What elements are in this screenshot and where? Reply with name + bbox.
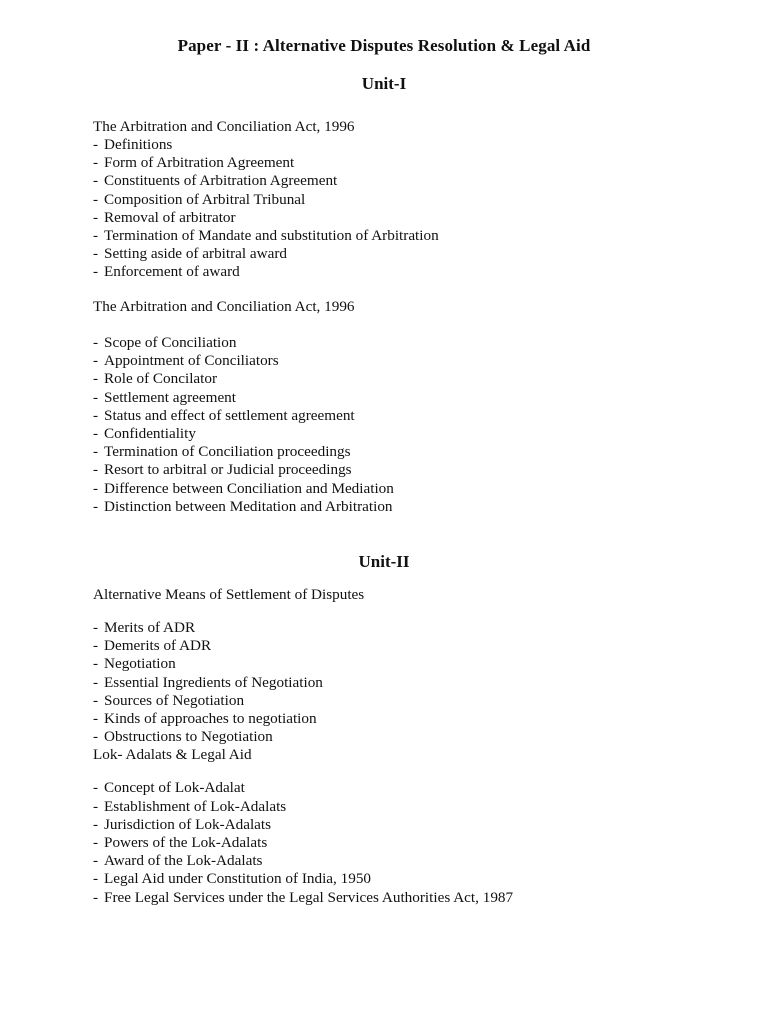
list-item — [93, 209, 733, 227]
list-item — [93, 227, 733, 245]
bullet-dash: - — [93, 673, 99, 691]
list-item — [93, 370, 733, 388]
bullet-dash: - — [93, 172, 99, 190]
bullet-dash: - — [93, 479, 99, 497]
list-item-text: Scope of Conciliation — [104, 334, 237, 351]
list-item — [93, 498, 733, 516]
bullet-dash: - — [93, 334, 99, 351]
list-item-text: Termination of Conciliation proceedings — [104, 443, 351, 461]
list-item — [93, 334, 733, 352]
document-title: Paper - II : Alternative Disputes Resolution & Legal Aid — [177, 36, 591, 55]
bullet-dash: - — [93, 443, 99, 461]
bullet-dash: - — [93, 370, 99, 388]
unit-2-section-2-list — [93, 779, 733, 906]
list-item-text: Jurisdiction of Lok-Adalats — [104, 815, 272, 833]
bullet-dash: - — [93, 888, 99, 906]
list-item-text: Merits of ADR — [104, 619, 196, 636]
list-item-text: Powers of the Lok-Adalats — [104, 834, 268, 852]
unit-1-heading: Unit-I — [361, 74, 407, 93]
list-item-text: Form of Arbitration Agreement — [104, 154, 295, 172]
list-item-text: Confidentiality — [104, 425, 196, 443]
list-item-text: Termination of Mandate and substitution of Arbitration — [104, 227, 439, 245]
list-item — [93, 728, 733, 746]
unit-2-section-2-heading: Lok- Adalats & Legal Aid — [93, 746, 252, 764]
list-item-text: Removal of arbitrator — [104, 208, 236, 226]
bullet-dash: - — [93, 190, 99, 208]
bullet-dash: - — [93, 154, 99, 172]
list-item — [93, 480, 733, 498]
unit-1-section-2 — [93, 298, 733, 516]
bullet-dash: - — [93, 797, 99, 815]
list-item-text: Essential Ingredients of Negotiation — [104, 673, 323, 691]
list-item — [93, 407, 733, 425]
bullet-dash: - — [93, 406, 99, 424]
list-item-text: Negotiation — [104, 655, 176, 673]
unit-2-section-1 — [93, 586, 733, 907]
list-item-text: Composition of Arbitral Tribunal — [104, 190, 306, 208]
bullet-dash: - — [93, 691, 99, 709]
list-item-text: Role of Concilator — [104, 370, 218, 388]
list-item-text: Setting aside of arbitral award — [104, 245, 288, 263]
list-item-text: Establishment of Lok-Adalats — [104, 797, 287, 815]
list-item — [93, 889, 733, 907]
list-item — [93, 136, 733, 154]
list-item — [93, 637, 733, 655]
list-item — [93, 389, 733, 407]
list-item — [93, 852, 733, 870]
list-item — [93, 154, 733, 172]
list-item — [93, 263, 733, 281]
list-item-text: Appointment of Conciliators — [104, 352, 279, 370]
list-item — [93, 798, 733, 816]
list-item — [93, 834, 733, 852]
list-item — [93, 461, 733, 479]
bullet-dash: - — [93, 352, 99, 370]
list-item — [93, 692, 733, 710]
list-item-text: Sources of Negotiation — [104, 691, 245, 709]
bullet-dash: - — [93, 136, 99, 153]
unit-1-section-1-list — [93, 136, 733, 282]
list-item — [93, 245, 733, 263]
bullet-dash: - — [93, 425, 99, 443]
bullet-dash: - — [93, 870, 99, 888]
bullet-dash: - — [93, 208, 99, 226]
unit-2-section-1-heading: Alternative Means of Settlement of Disputes — [93, 586, 365, 603]
bullet-dash: - — [93, 852, 99, 870]
list-item-text: Demerits of ADR — [104, 637, 212, 655]
list-item — [93, 352, 733, 370]
bullet-dash: - — [93, 834, 99, 852]
unit-1-section-2-heading: The Arbitration and Conciliation Act, 1996 — [93, 298, 355, 315]
bullet-dash: - — [93, 245, 99, 263]
list-item-text: Obstructions to Negotiation — [104, 728, 273, 746]
bullet-dash: - — [93, 710, 99, 728]
list-item — [93, 443, 733, 461]
unit-1-section-1 — [93, 118, 733, 282]
list-item-text: Free Legal Services under the Legal Services Authorities Act, 1987 — [104, 888, 514, 906]
unit-1-section-1-heading: The Arbitration and Conciliation Act, 1996 — [93, 118, 355, 135]
list-item-text: Settlement agreement — [104, 388, 236, 406]
unit-1-section-2-list — [93, 334, 733, 516]
list-item — [93, 816, 733, 834]
list-item — [93, 710, 733, 728]
list-item-text: Constituents of Arbitration Agreement — [104, 172, 338, 190]
list-item — [93, 655, 733, 673]
unit-2-heading: Unit-II — [358, 552, 410, 571]
unit-2-section-1-list — [93, 619, 733, 746]
list-item — [93, 870, 733, 888]
bullet-dash: - — [93, 497, 99, 515]
list-item-text: Concept of Lok-Adalat — [104, 779, 245, 797]
bullet-dash: - — [93, 728, 99, 746]
bullet-dash: - — [93, 388, 99, 406]
list-item-text: Award of the Lok-Adalats — [104, 852, 263, 870]
bullet-dash: - — [93, 637, 99, 655]
list-item-text: Distinction between Meditation and Arbitration — [104, 497, 393, 515]
list-item — [93, 425, 733, 443]
bullet-dash: - — [93, 619, 99, 636]
list-item-text: Legal Aid under Constitution of India, 1950 — [104, 870, 372, 888]
bullet-dash: - — [93, 655, 99, 673]
list-item-text: Definitions — [104, 136, 173, 153]
bullet-dash: - — [93, 227, 99, 245]
list-item — [93, 619, 733, 637]
list-item — [93, 779, 733, 797]
list-item-text: Resort to arbitral or Judicial proceedings — [104, 461, 352, 479]
bullet-dash: - — [93, 461, 99, 479]
list-item — [93, 172, 733, 190]
list-item-text: Enforcement of award — [104, 263, 240, 281]
list-item-text: Difference between Conciliation and Mediation — [104, 479, 394, 497]
bullet-dash: - — [93, 815, 99, 833]
list-item — [93, 674, 733, 692]
list-item — [93, 191, 733, 209]
list-item-text: Status and effect of settlement agreement — [104, 406, 355, 424]
bullet-dash: - — [93, 263, 99, 281]
bullet-dash: - — [93, 779, 99, 797]
list-item-text: Kinds of approaches to negotiation — [104, 710, 317, 728]
